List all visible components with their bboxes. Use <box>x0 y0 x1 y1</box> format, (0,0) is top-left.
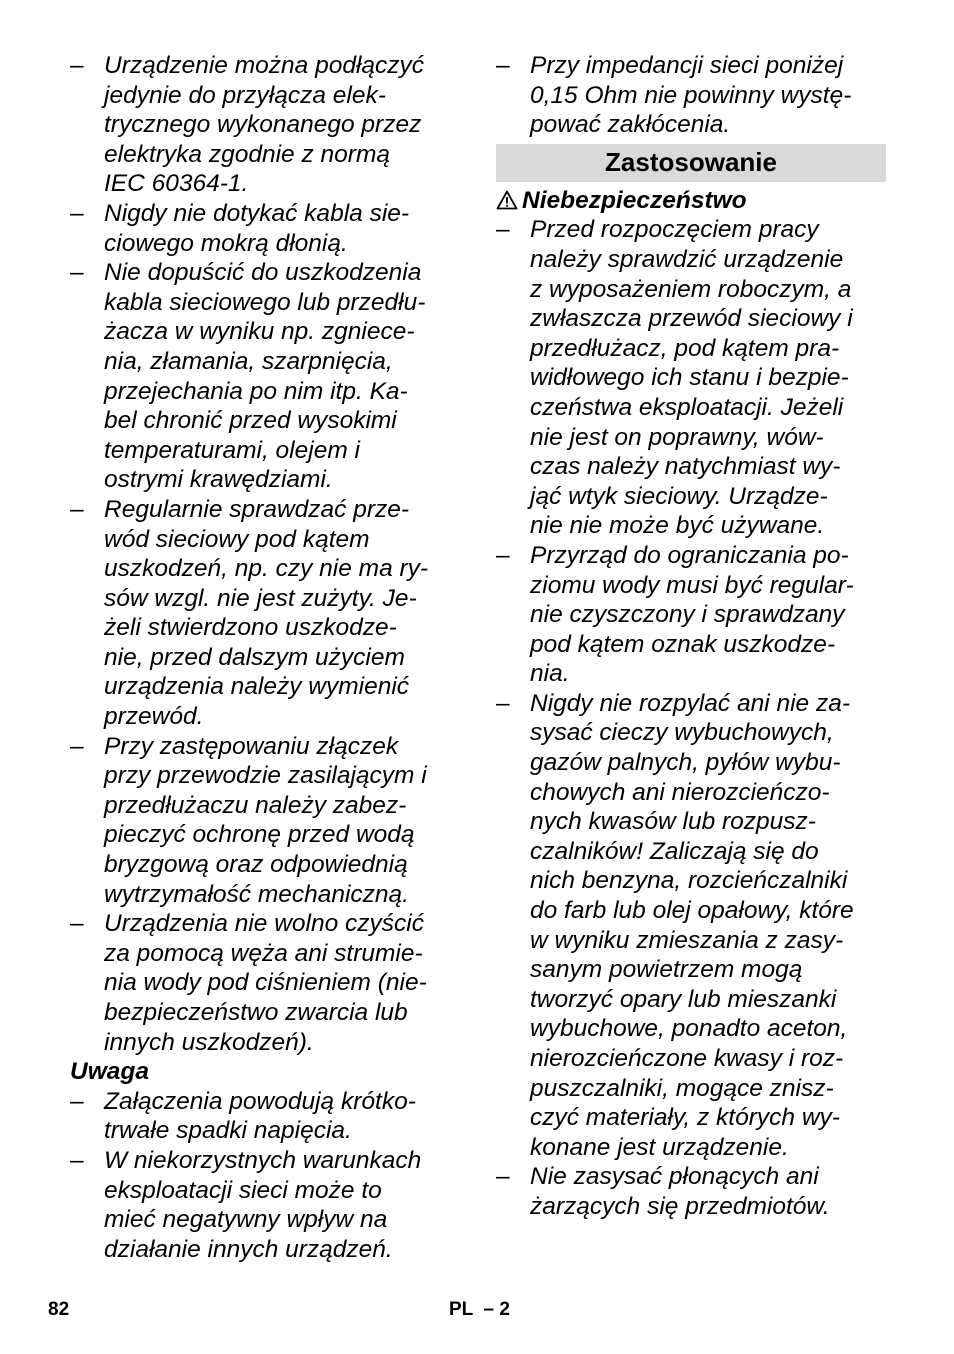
section-title: Zastosowanie <box>605 146 777 177</box>
list-item-line <box>70 998 462 1028</box>
list-item-text: trwałe spadki napięcia. <box>104 1117 352 1145</box>
list-item <box>70 495 462 732</box>
bullet-dash: – <box>496 216 510 244</box>
list-item-text: Nigdy nie rozpylać ani nie za- <box>530 689 851 717</box>
list-item-line <box>496 482 886 512</box>
list-item-line <box>496 571 886 601</box>
list-item-text: Przy zastępowaniu złączek <box>104 732 399 760</box>
list-item-line <box>70 732 462 762</box>
list-item-text: pod kątem oznak uszkodze- <box>530 630 836 658</box>
language-page-label: PL – 2 <box>449 1299 510 1320</box>
section-title-bar <box>496 144 886 182</box>
list-item-line <box>496 689 886 719</box>
list-item-text: nich benzyna, rozcieńczalniki <box>530 867 848 895</box>
list-item-line <box>496 1192 886 1222</box>
list-item-text: konane jest urządzenie. <box>530 1133 789 1161</box>
list-item-line <box>70 702 462 732</box>
list-item-text: żeli stwierdzono uszkodze- <box>104 614 397 642</box>
list-item-line <box>496 423 886 453</box>
list-item-line <box>70 1087 462 1117</box>
list-item-text: pować zakłócenia. <box>530 111 731 139</box>
list-item-line <box>496 452 886 482</box>
list-item-line <box>70 1116 462 1146</box>
list-item <box>70 1087 462 1146</box>
list-item-text: Załączenia powodują krótko- <box>104 1087 416 1115</box>
list-item-line <box>70 436 462 466</box>
list-item-line <box>496 866 886 896</box>
list-item-text: sanym powietrzem mogą <box>530 956 803 984</box>
list-item-text: ziomu wody musi być regular- <box>530 571 854 599</box>
list-item-text: zwłaszcza przewód sieciowy i <box>530 305 853 333</box>
list-item-line <box>496 1074 886 1104</box>
list-item-line <box>70 377 462 407</box>
list-item-line <box>70 820 462 850</box>
list-item-text: czyć materiały, z których wy- <box>530 1104 840 1132</box>
right-top-bullet-list <box>496 51 886 140</box>
list-item-text: nia. <box>530 660 570 688</box>
list-item-text: W niekorzystnych warunkach <box>104 1146 422 1174</box>
warning-triangle-icon <box>496 188 522 218</box>
list-item-line <box>496 778 886 808</box>
list-item-text: Przy impedancji sieci poniżej <box>530 52 844 79</box>
list-item-line <box>70 51 462 81</box>
bullet-dash: – <box>70 495 84 523</box>
list-item-line <box>70 909 462 939</box>
list-item-text: urządzenia należy wymienić <box>104 673 410 701</box>
list-item-text: jąć wtyk sieciowy. Urządze- <box>530 482 828 510</box>
danger-heading: Niebezpieczeństwo <box>522 186 747 214</box>
list-item-text: czas należy natychmiast wy- <box>530 453 841 481</box>
list-item-text: IEC 60364-1. <box>104 170 249 198</box>
list-item-text: nie, przed dalszym użyciem <box>104 643 405 671</box>
list-item-text: elektryka zgodnie z normą <box>104 140 390 168</box>
list-item-line <box>70 643 462 673</box>
list-item-text: uszkodzeń, np. czy nie ma ry- <box>104 555 429 583</box>
list-item-line <box>496 630 886 660</box>
list-item-line <box>496 718 886 748</box>
list-item-line <box>70 1146 462 1176</box>
list-item-text: przewód. <box>104 703 204 731</box>
list-item-line <box>496 334 886 364</box>
list-item-line <box>70 81 462 111</box>
list-item-line <box>70 1028 462 1058</box>
list-item-text: z wyposażeniem roboczym, a <box>530 275 852 303</box>
list-item-text: nych kwasów lub rozpusz- <box>530 808 816 836</box>
danger-heading-row <box>496 186 886 216</box>
list-item-text: sów wzgl. nie jest zużyty. Je- <box>104 584 417 612</box>
list-item-line <box>70 140 462 170</box>
list-item-line <box>70 525 462 555</box>
list-item-line <box>70 1235 462 1265</box>
list-item-line <box>496 837 886 867</box>
list-item-line <box>70 880 462 910</box>
list-item-line <box>496 1044 886 1074</box>
list-item-text: sysać cieczy wybuchowych, <box>530 719 834 747</box>
bullet-dash: – <box>70 732 84 760</box>
list-item-text: trycznego wykonanego przez <box>104 111 422 139</box>
list-item-text: tworzyć opary lub mieszanki <box>530 985 837 1013</box>
list-item-text: wód sieciowy pod kątem <box>104 525 370 553</box>
list-item-text: nie nie może być używane. <box>530 512 825 540</box>
right-bullet-list <box>496 215 886 1221</box>
list-item-line <box>496 807 886 837</box>
left-column <box>70 51 462 1264</box>
list-item-line <box>70 347 462 377</box>
list-item <box>496 541 886 689</box>
list-item-line <box>496 245 886 275</box>
list-item-text: puszczalniki, mogące znisz- <box>530 1074 834 1102</box>
list-item-text: przedłużaczu należy zabez- <box>104 791 407 819</box>
list-item-text: w wyniku zmieszania z zasy- <box>530 926 844 954</box>
list-item-text: Regularnie sprawdzać prze- <box>104 495 410 523</box>
list-item-line <box>496 363 886 393</box>
list-item-text: ciowego mokrą dłonią. <box>104 229 348 257</box>
list-item-line <box>496 393 886 423</box>
list-item-text: czeństwa eksploatacji. Jeżeli <box>530 393 844 421</box>
list-item-text: pieczyć ochronę przed wodą <box>104 821 415 849</box>
list-item-text: nia wody pod ciśnieniem (nie- <box>104 969 427 997</box>
list-item-text: Przyrząd do ograniczania po- <box>530 541 849 569</box>
page-number: 82 <box>48 1299 70 1320</box>
list-item-text: czalników! Zaliczają się do <box>530 837 819 865</box>
list-item-text: Urządzenie można podłączyć <box>104 52 425 79</box>
list-item-line <box>496 600 886 630</box>
right-column <box>496 51 886 1222</box>
list-item-line <box>70 554 462 584</box>
list-item-line <box>496 926 886 956</box>
list-item-line <box>70 199 462 229</box>
list-item-text: kabla sieciowego lub przedłu- <box>104 288 426 316</box>
list-item-line <box>496 81 886 111</box>
list-item-line <box>496 275 886 305</box>
list-item-line <box>496 215 886 245</box>
bullet-dash: – <box>496 1163 510 1191</box>
note-heading: Uwaga <box>70 1058 149 1086</box>
list-item-line <box>70 939 462 969</box>
bullet-dash: – <box>70 259 84 287</box>
list-item-text: bel chronić przed wysokimi <box>104 407 397 435</box>
list-item-line <box>70 288 462 318</box>
list-item-text: widłowego ich stanu i bezpie- <box>530 364 849 392</box>
bullet-dash: – <box>496 541 510 569</box>
bullet-dash: – <box>496 52 510 79</box>
list-item <box>496 1162 886 1221</box>
list-item-text: gazów palnych, pyłów wybu- <box>530 749 841 777</box>
list-item-line <box>496 110 886 140</box>
list-item-text: bezpieczeństwo zwarcia lub <box>104 999 408 1026</box>
left-bullet-list <box>70 51 462 1057</box>
list-item-line <box>70 1205 462 1235</box>
list-item <box>496 51 886 140</box>
list-item-line <box>496 1133 886 1163</box>
list-item-text: temperaturami, olejem i <box>104 436 360 464</box>
list-item-text: Przed rozpoczęciem pracy <box>530 216 819 244</box>
list-item-text: Nie dopuścić do uszkodzenia <box>104 259 422 287</box>
list-item-line <box>70 761 462 791</box>
bullet-dash: – <box>70 199 84 227</box>
list-item-text: przy przewodzie zasilającym i <box>104 762 427 790</box>
list-item-line <box>70 229 462 259</box>
list-item-text: przedłużacz, pod kątem pra- <box>530 334 840 362</box>
list-item-text: nierozcieńczone kwasy i roz- <box>530 1045 844 1072</box>
list-item-line <box>70 110 462 140</box>
list-item-text: mieć negatywny wpływ na <box>104 1206 388 1234</box>
list-item <box>70 51 462 199</box>
list-item-text: Nigdy nie dotykać kabla sie- <box>104 199 410 227</box>
list-item-text: działanie innych urządzeń. <box>104 1235 393 1263</box>
list-item-line <box>70 258 462 288</box>
list-item-line <box>70 317 462 347</box>
list-item <box>70 1146 462 1264</box>
list-item-line <box>496 985 886 1015</box>
list-item-line <box>496 896 886 926</box>
list-item-line <box>496 748 886 778</box>
list-item-text: Urządzenia nie wolno czyścić <box>104 910 424 938</box>
list-item-text: nie czyszczony i sprawdzany <box>530 601 845 629</box>
list-item-text: 0,15 Ohm nie powinny wystę- <box>530 81 852 109</box>
list-item <box>496 689 886 1163</box>
list-item-line <box>70 613 462 643</box>
list-item-text: jedynie do przyłącza elek- <box>104 81 386 109</box>
list-item-text: Nie zasysać płonących ani <box>530 1163 819 1191</box>
list-item <box>70 258 462 495</box>
list-item-text: wytrzymałość mechaniczną. <box>104 880 409 908</box>
list-item-text: nia, złamania, szarpnięcia, <box>104 347 393 375</box>
bullet-dash: – <box>70 910 84 938</box>
list-item-text: nie jest on poprawny, wów- <box>530 423 824 451</box>
list-item-text: ostrymi krawędziami. <box>104 466 333 494</box>
list-item-text: przejechania po nim itp. Ka- <box>104 377 408 405</box>
list-item-line <box>70 169 462 199</box>
list-item-text: do farb lub olej opałowy, które <box>530 897 854 925</box>
list-item-line <box>70 495 462 525</box>
note-bullet-list <box>70 1087 462 1265</box>
list-item <box>70 199 462 258</box>
list-item-text: bryzgową oraz odpowiednią <box>104 851 408 879</box>
bullet-dash: – <box>70 52 84 79</box>
list-item-text: należy sprawdzić urządzenie <box>530 245 844 273</box>
list-item-line <box>496 541 886 571</box>
list-item-text: za pomocą węża ani strumie- <box>104 939 423 967</box>
list-item-line <box>496 304 886 334</box>
list-item-line <box>496 1014 886 1044</box>
list-item-text: wybuchowe, ponadto aceton, <box>530 1015 848 1043</box>
list-item-line <box>70 672 462 702</box>
list-item-line <box>70 968 462 998</box>
list-item-line <box>70 791 462 821</box>
list-item-line <box>496 955 886 985</box>
list-item-line <box>70 406 462 436</box>
list-item-line <box>496 1103 886 1133</box>
list-item <box>496 215 886 541</box>
bullet-dash: – <box>70 1146 84 1174</box>
list-item-text: żacza w wyniku np. zgniece- <box>104 318 415 346</box>
list-item-line <box>496 659 886 689</box>
list-item-text: innych uszkodzeń). <box>104 1028 314 1056</box>
list-item-line <box>496 511 886 541</box>
list-item-line <box>70 465 462 495</box>
list-item-line <box>496 51 886 81</box>
bullet-dash: – <box>496 689 510 717</box>
list-item <box>70 732 462 910</box>
list-item <box>70 909 462 1057</box>
list-item-text: chowych ani nierozcieńczo- <box>530 778 830 806</box>
bullet-dash: – <box>70 1087 84 1115</box>
list-item-line <box>496 1162 886 1192</box>
list-item-line <box>70 584 462 614</box>
list-item-line <box>70 1176 462 1206</box>
list-item-line <box>70 850 462 880</box>
list-item-text: żarzących się przedmiotów. <box>530 1192 830 1220</box>
list-item-text: eksploatacji sieci może to <box>104 1176 382 1204</box>
